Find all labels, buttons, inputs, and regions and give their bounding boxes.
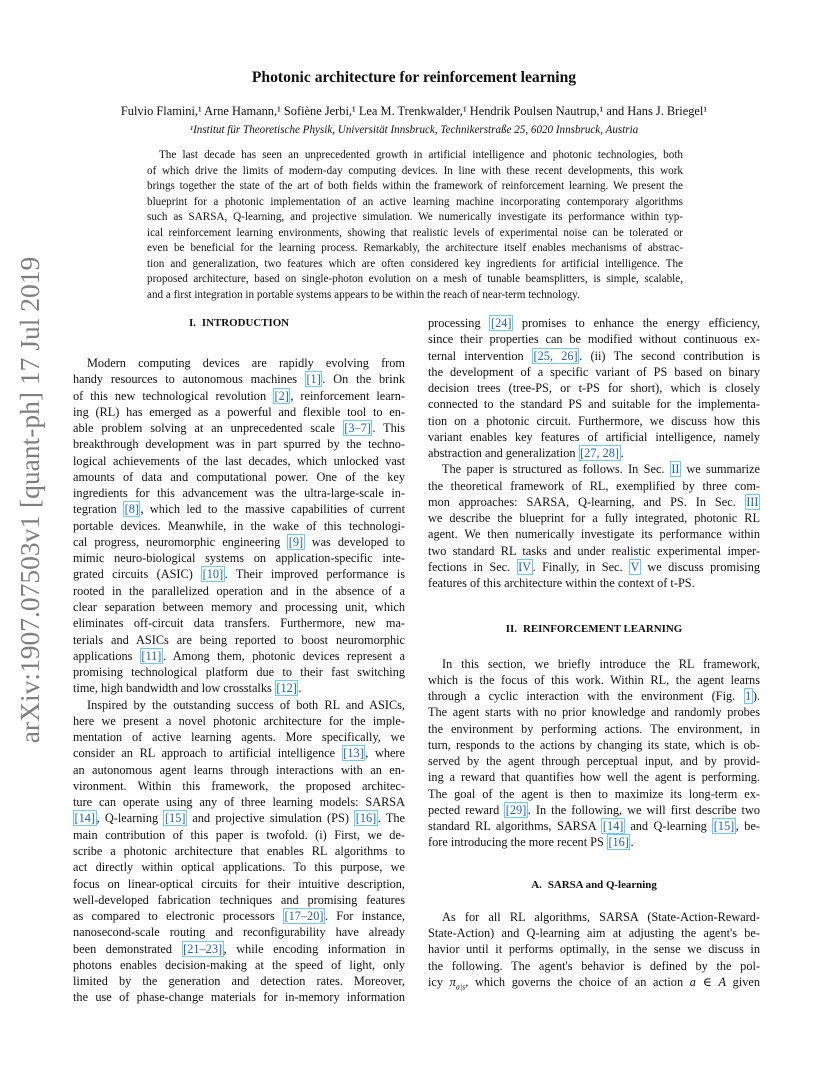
citation-link[interactable]: [2]	[274, 388, 289, 403]
text-line: fections in Sec. IV . Finally, in Sec. V we discuss promising	[428, 559, 760, 574]
intro-paragraph-4	[428, 461, 760, 591]
text-line: nanosecond-scale routing and reconfigurability have already	[73, 925, 405, 940]
section-link[interactable]: IV	[518, 559, 532, 574]
text-line: able problem solving at an unprecedented scale [3–7] . This	[73, 421, 405, 436]
section-heading-introduction: I. INTRODUCTION	[188, 317, 290, 329]
text-line: as compared to electronic processors [17–20] . For instance,	[73, 909, 405, 924]
arxiv-identifier: arXiv:1907.07503v1 [quant-ph] 17 Jul 2019	[14, 256, 45, 744]
text-line: mentation of active learning agents. More specifically, we	[73, 730, 405, 745]
text-line: turn, responds to the actions by changing its state, which is ob-	[428, 737, 760, 752]
abstract-line: proposed architecture, based on single-photon evolution on a mesh of tunable beamsplitters, is simple, scalable,	[147, 273, 683, 286]
text-line: features of this architecture within the context of t-PS.	[428, 576, 695, 591]
citation-link[interactable]: [8]	[124, 502, 139, 517]
text-line: limited by the generation and detection rates. Moreover,	[73, 974, 405, 989]
figure-link[interactable]: 1	[745, 689, 752, 704]
text-line: we describe the blueprint for a fully integrated, photonic RL	[428, 511, 760, 526]
citation-link[interactable]: [9]	[288, 534, 304, 549]
citation-link[interactable]: [3–7]	[344, 421, 371, 436]
text-line: Modern computing devices are rapidly evolving from	[87, 356, 405, 370]
section2-paragraph	[428, 656, 760, 851]
text-line: of this new technological revolution [2] , reinforcement learn-	[73, 388, 405, 403]
text-line: icy $\pi_{a|s}$, which governs the choice of an action a ∈ A given	[428, 974, 760, 992]
text-line: photons enables decision-making at the speed of light, only	[73, 957, 405, 972]
text-line: As for all RL algorithms, SARSA (State-Action-Reward-	[442, 909, 760, 924]
text-line: fore introducing the more recent PS [16] .	[428, 835, 634, 850]
text-line: havior until it performs optimally, in the sense we discuss in	[428, 942, 760, 957]
text-line: clear separation between memory and processing unit, which	[73, 599, 405, 614]
policy-symbol: π	[449, 974, 456, 989]
abstract-line: ical reinforcement learning environments, showing that realistic levels of experimental noise can be tolerated or	[147, 226, 683, 239]
text-line: mon approaches: SARSA, Q-learning, and PS. In Sec. III	[428, 494, 759, 509]
text-line: main contribution of this paper is twofold. (i) First, we de-	[73, 827, 405, 842]
citation-link[interactable]: [17–20]	[284, 909, 324, 924]
text-line: decision trees (tree-PS, or t-PS for short), which is closely	[428, 381, 760, 396]
text-line: [14] , Q-learning [15] and projective simulation (PS) [16] . The	[74, 811, 405, 826]
text-line: tegration [8] , which led to the massive capabilities of current	[73, 502, 406, 517]
abstract-line: brings together the state of the art of both fields within the framework of reinforcement learning. We present the	[147, 180, 683, 193]
intro-paragraph-1	[73, 355, 405, 697]
text-line: the development of a specific variant of PS based on binary	[428, 364, 760, 379]
abstract-line: of which drive the limits of modern-day computing devices. In line with these recent developments, this work	[147, 164, 683, 177]
text-line: eliminates off-circuit data transfers. Furthermore, new ma-	[73, 616, 405, 631]
citation-link[interactable]: [29]	[505, 802, 527, 817]
citation-link[interactable]: [16]	[608, 835, 629, 850]
text-line: amounts of data and computational power. One of the key	[73, 469, 405, 484]
section-heading-reinforcement-learning: II. REINFORCEMENT LEARNING	[505, 622, 683, 635]
citation-link[interactable]: [12]	[276, 681, 297, 696]
text-line: standard RL algorithms, SARSA [14] and Q-learning [15] , be-	[428, 819, 760, 834]
text-line: mimic neuro-biological systems on application-specific inte-	[73, 551, 405, 566]
citation-link[interactable]: [24]	[490, 316, 512, 330]
arxiv-sidebar-stamp	[2, 256, 58, 744]
citation-link[interactable]: [21–23]	[183, 941, 223, 956]
text-line: agent. We then numerically investigate its performance within	[428, 527, 760, 542]
section-link[interactable]: II	[671, 462, 680, 477]
citation-link[interactable]: [10]	[202, 567, 224, 582]
text-line: Inspired by the outstanding success of both RL and ASICs,	[87, 697, 405, 712]
paper-title: Photonic architecture for reinforcement learning	[251, 69, 577, 86]
text-line: cal progress, neuromorphic engineering [9] was developed to	[73, 534, 406, 549]
citation-link[interactable]: [13]	[343, 746, 364, 761]
text-line: breakthrough development was in part spurred by the techno-	[73, 437, 405, 452]
text-line: State-Action) and Q-learning aim at adjusting the agent's be-	[428, 925, 760, 940]
text-line: two standard RL tasks and under realistic experimental imper-	[428, 543, 760, 558]
abstract-line: blueprint for a photonic implementation of an active learning machine incorporating contemporary algorithms	[147, 195, 683, 208]
abstract-line: even be beneficial for the learning process. Remarkably, the architecture itself enables mechanisms of abstrac-	[147, 242, 683, 255]
text-line: In this section, we briefly introduce the RL framework,	[442, 656, 760, 671]
abstract-line: such as SARSA, Q-learning, and projective simulation. We numerically investigate its performance within typ-	[147, 211, 683, 224]
affiliation: ¹Institut für Theoretische Physik, Universität Innsbruck, Technikerstraße 25, 6020 Innsbruck, Austria	[189, 124, 639, 136]
text-line: through a cyclic interaction with the environment (Fig. 1 ).	[428, 689, 760, 704]
citation-link[interactable]: [1]	[306, 372, 321, 387]
abstract-line: The last decade has seen an unprecedented growth in artificial intelligence and photonic technologies, both	[159, 149, 683, 161]
text-line: the use of phase-change materials for in-memory information	[73, 990, 405, 1005]
text-line: served by the agent through perceptual input, and by provid-	[428, 754, 760, 769]
right-column	[428, 315, 760, 990]
subsection-heading-sarsa-q-learning: A. SARSA and Q-learning	[531, 878, 657, 891]
citation-link[interactable]: [14]	[602, 819, 624, 834]
text-line: well-developed fabrication techniques and promising features	[73, 892, 405, 907]
text-line: processing [24] promises to enhance the energy efficiency,	[428, 316, 760, 330]
abstract	[147, 148, 683, 303]
text-line: which is the focus of this work. Within RL, the agent learns	[428, 672, 760, 687]
citation-link[interactable]: [15]	[713, 819, 735, 834]
text-line: the following. The agent's behavior is defined by the pol-	[428, 958, 760, 973]
text-line: consider an RL approach to artificial intelligence [13] , where	[73, 746, 405, 761]
text-line: ingredients for this advancement was the ultra-large-scale in-	[73, 486, 405, 501]
text-line: ing (RL) has emerged as a powerful and flexible tool to en-	[73, 404, 405, 419]
text-line: the environment by performing actions. The environment, in	[428, 721, 760, 736]
author-list: Fulvio Flamini,¹ Arne Hamann,¹ Sofiène Jerbi,¹ Lea M. Trenkwalder,¹ Hendrik Poulsen Nautrup,¹ and Hans J. Briegel¹	[120, 104, 708, 118]
citation-link[interactable]: [15]	[164, 811, 186, 826]
text-line: The paper is structured as follows. In Sec. II we summarize	[442, 462, 761, 477]
text-line: ternal intervention [25, 26] . (ii) The second contribution is	[428, 348, 761, 363]
text-line: terials and ASICs are being reported to boost neuromorphic	[73, 632, 405, 647]
citation-link[interactable]: [16]	[355, 811, 377, 826]
text-line: handy resources to autonomous machines [1] . On the brink	[73, 372, 405, 387]
text-line: the theoretical framework of RL, exemplified by three com-	[428, 478, 760, 493]
text-line: rooted in the parallelized operation and in the absence of a	[73, 583, 405, 598]
text-line: focus on linear-optical circuits for their intuitive description,	[73, 876, 405, 891]
text-line: an autonomous agent learns through interactions with an en-	[73, 762, 405, 777]
text-line: scribe a photonic architecture that enables RL algorithms to	[73, 843, 405, 858]
text-line: grated circuits (ASIC) [10] . Their improved performance is	[73, 567, 405, 582]
text-line: applications [11] . Among them, photonic devices represent a	[73, 648, 405, 663]
text-line: connected to the standard PS and suitable for the implementa-	[428, 397, 760, 412]
text-line: logical achievements of the last decades, which unlocked vast	[73, 453, 405, 468]
text-line: portable devices. Meanwhile, in the wake of this technologi-	[73, 518, 405, 533]
text-line: tion on a photonic circuit. Furthermore, we discuss how this	[428, 413, 760, 428]
section-link[interactable]: V	[630, 559, 640, 574]
text-line: act directly within optical applications. To this purpose, we	[73, 860, 405, 875]
subsection-a-paragraph	[428, 909, 760, 990]
citation-link[interactable]: [25, 26]	[533, 348, 578, 363]
citation-link[interactable]: [27, 28]	[580, 446, 620, 461]
left-column	[73, 315, 405, 1006]
text-line: since their properties can be modified without continuous ex-	[428, 332, 760, 347]
text-line: variant enables key features of artificial intelligence, namely	[428, 429, 760, 444]
text-line: pected reward [29] . In the following, we will first describe two	[428, 802, 760, 817]
text-line: vironment. Within this framework, the proposed architec-	[73, 778, 405, 793]
text-line: abstraction and generalization [27, 28] .	[428, 446, 624, 461]
text-line: promising technological platform due to their fast switching	[73, 665, 405, 680]
text-line: ture can operate using any of three learning models: SARSA	[73, 795, 405, 810]
abstract-line: and a first integration in portable systems appears to be within the reach of near-term technology.	[147, 288, 580, 301]
text-line: been demonstrated [21–23] , while encoding information in	[73, 941, 406, 956]
text-line: here we present a novel photonic architecture for the imple-	[73, 713, 405, 728]
text-line: The goal of the agent is then to maximize its long-term ex-	[428, 786, 760, 801]
abstract-line: tion and generalization, two features which are often considered key ingredients for artificial intelligence. The	[147, 257, 683, 270]
text-line: ing a reward that quantifies how well the agent is performing.	[428, 770, 760, 785]
citation-link[interactable]: [14]	[74, 811, 95, 826]
citation-link[interactable]: [11]	[141, 648, 162, 663]
text-line: The agent starts with no prior knowledge and randomly probes	[428, 705, 760, 720]
intro-paragraph-2	[73, 697, 405, 1006]
section-link[interactable]: III	[746, 494, 759, 509]
text-line: time, high bandwidth and low crosstalks [12] .	[73, 681, 302, 696]
intro-paragraph-3	[428, 315, 760, 461]
